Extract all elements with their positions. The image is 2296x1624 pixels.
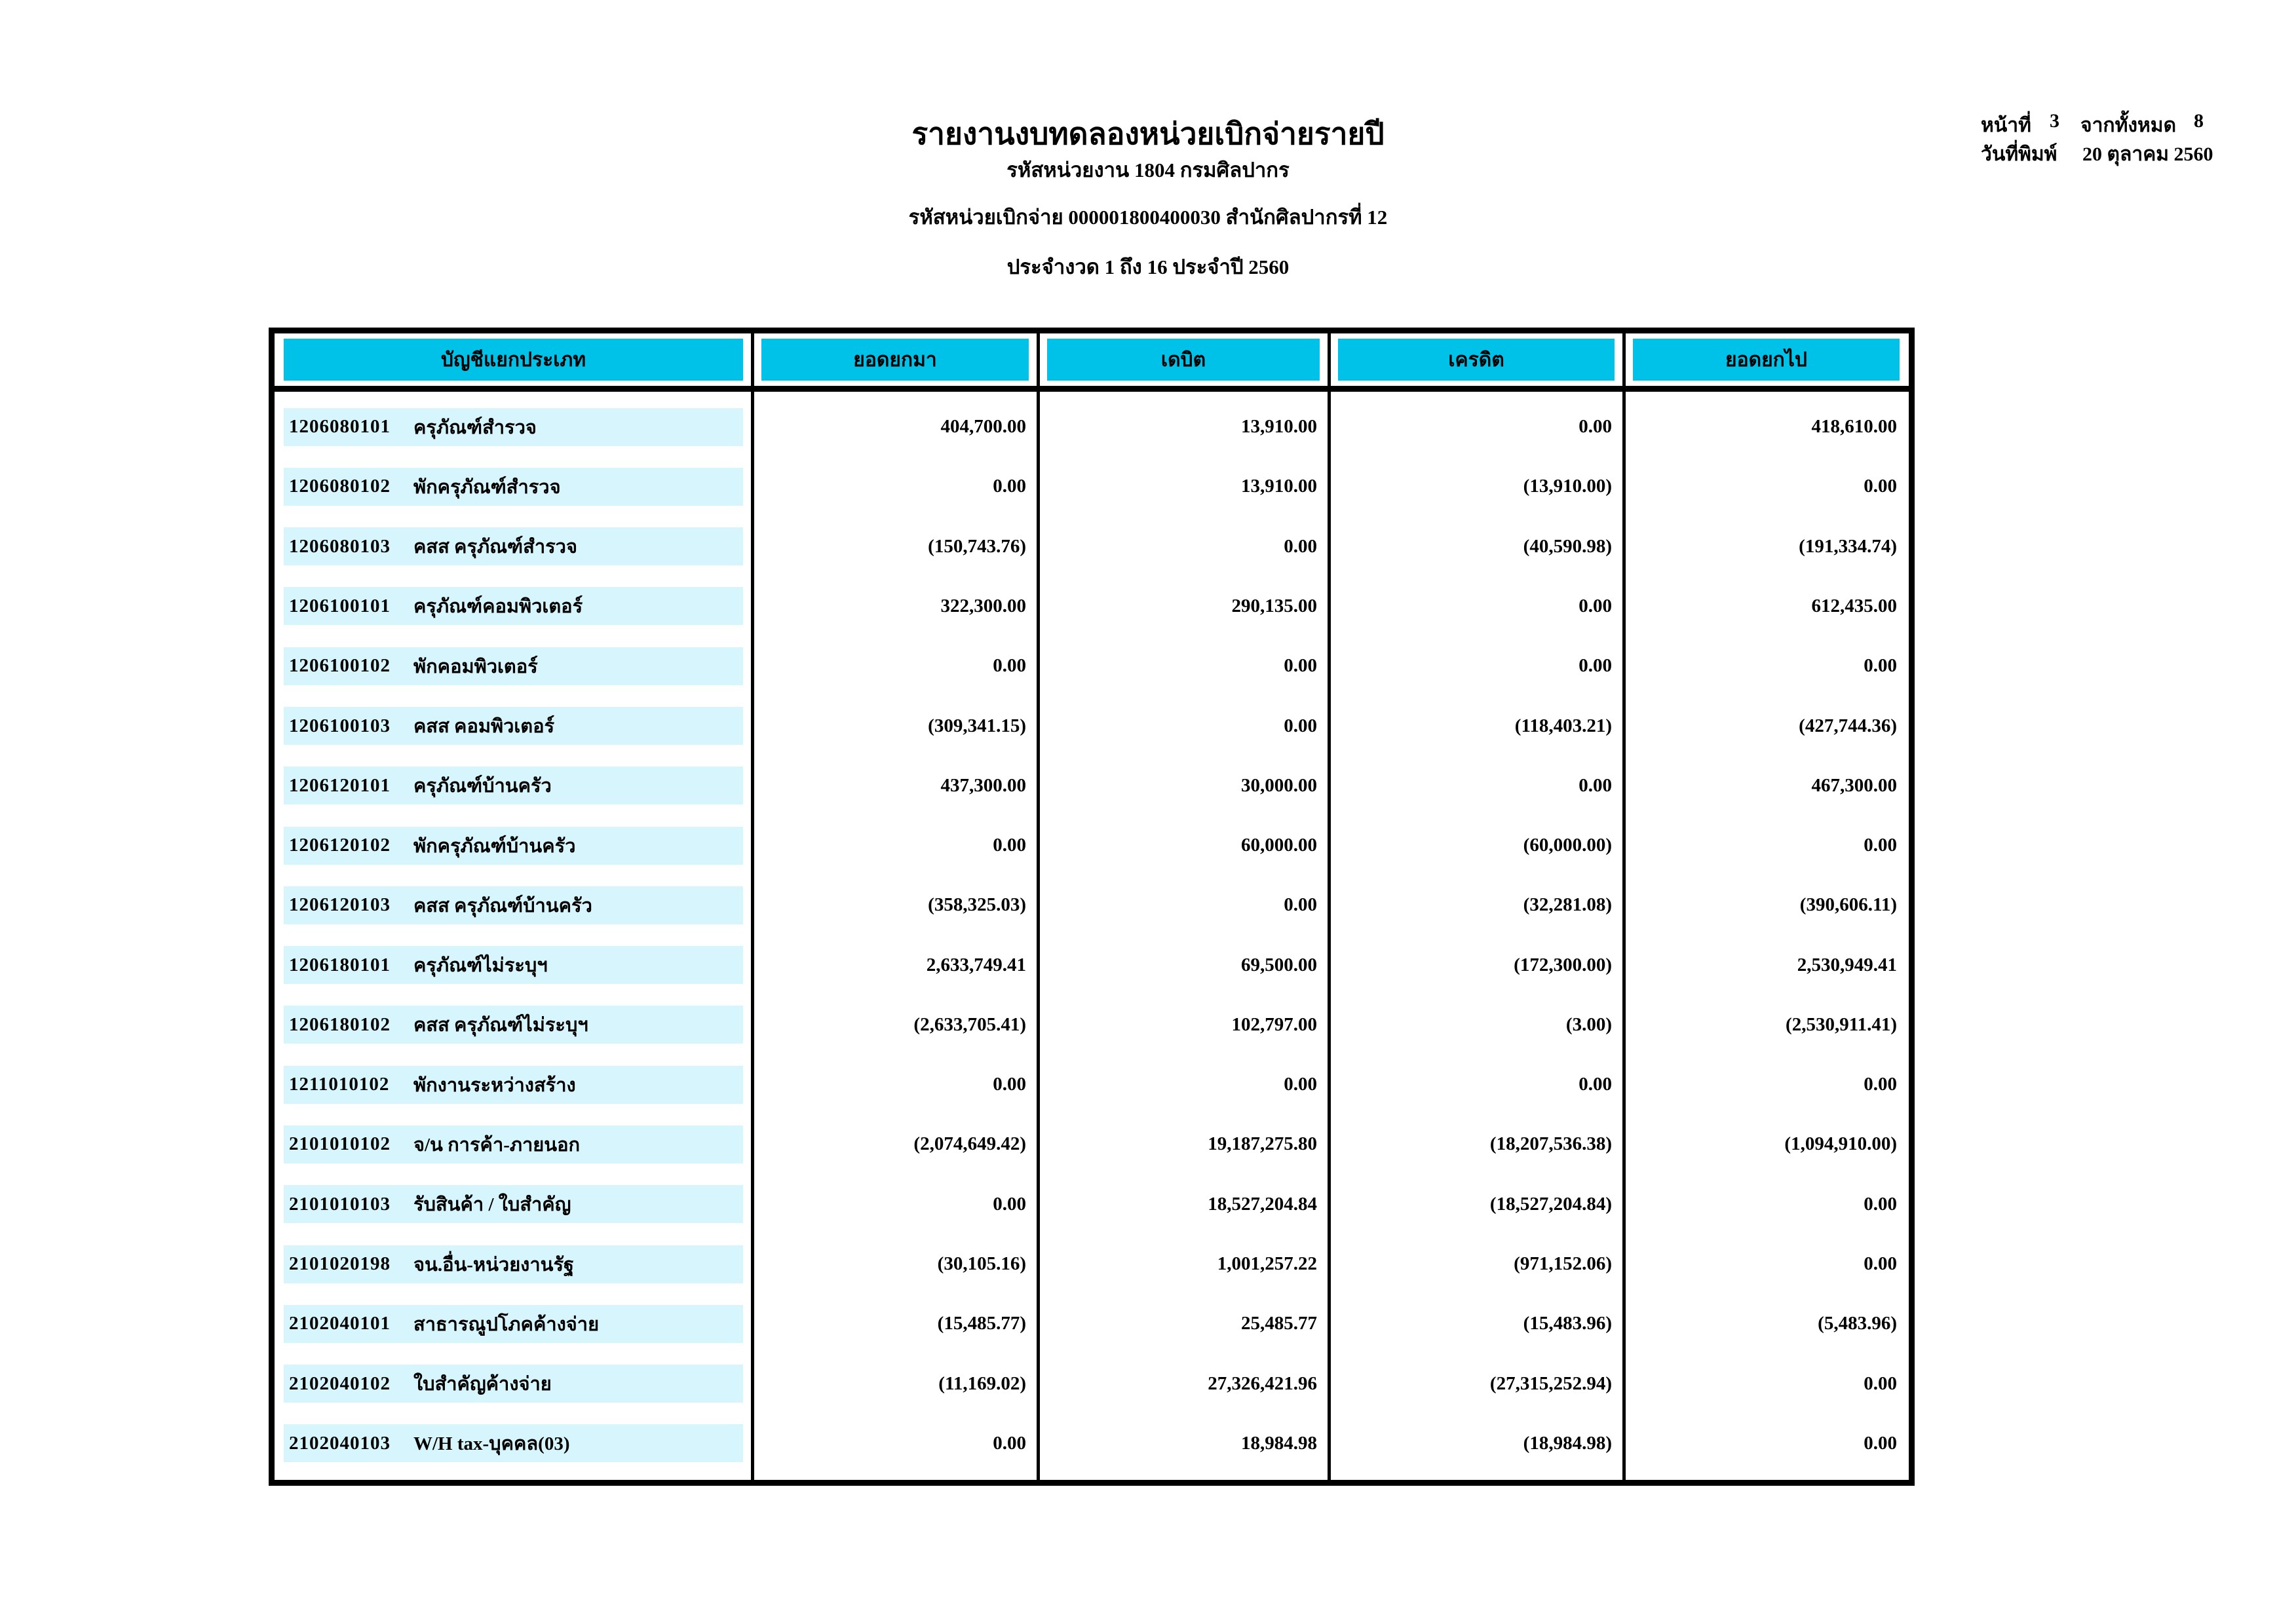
table-row (275, 995, 1909, 1055)
column-header-credit: เครดิต (1338, 339, 1615, 381)
account-name: คสส คอมพิวเตอร์ (413, 716, 555, 738)
table-row (275, 875, 1909, 935)
page-info (0, 0, 2296, 170)
amount-credit: (118,403.21) (1514, 715, 1612, 736)
table-row (275, 1234, 1909, 1294)
amount-carry-over: 612,435.00 (1811, 595, 1897, 616)
table-row (275, 397, 1909, 457)
amount-credit: 0.00 (1578, 595, 1612, 616)
account-cell (275, 696, 752, 755)
subtitle-disbursement-unit: รหัสหน่วยเบิกจ่าย 000001800400030 สำนักศิลปากรที่ 12 (908, 206, 1388, 229)
table-row (275, 816, 1909, 875)
account-cell (275, 576, 752, 636)
page-number-label: หน้าที่ (1981, 115, 2031, 136)
account-name: จ/น การค้า-ภายนอก (413, 1134, 581, 1156)
account-name: พักคอมพิวเตอร์ (413, 656, 538, 677)
table-row (275, 517, 1909, 576)
account-band (284, 587, 743, 625)
amount-carry-over: (427,744.36) (1799, 715, 1897, 736)
account-cell (275, 457, 752, 516)
amount-debit: 13,910.00 (1241, 416, 1317, 438)
account-name: จน.อื่น-หน่วยงานรัฐ (413, 1254, 575, 1275)
table-row (275, 696, 1909, 755)
account-band (284, 408, 743, 446)
account-name: ครุภัณฑ์คอมพิวเตอร์ (413, 596, 583, 618)
amount-credit: (18,527,204.84) (1489, 1193, 1612, 1215)
subtitle-agency: รหัสหน่วยงาน 1804 กรมศิลปากร (1006, 159, 1290, 181)
amount-carry-forward: (2,074,649.42) (913, 1133, 1026, 1155)
account-name: คสส ครุภัณฑ์บ้านครัว (413, 895, 592, 916)
amount-carry-forward: 0.00 (993, 655, 1026, 677)
account-name: W/H tax-บุคคล(03) (413, 1433, 570, 1455)
account-band (284, 1066, 743, 1104)
amount-credit: (3.00) (1565, 1013, 1612, 1035)
amount-debit: 0.00 (1284, 535, 1317, 557)
column-divider (1328, 333, 1331, 386)
amount-credit: (172,300.00) (1514, 954, 1612, 975)
amount-carry-over: 0.00 (1864, 835, 1897, 856)
account-code: 1206120103 (289, 894, 391, 916)
account-name: ครุภัณฑ์สำรวจ (413, 417, 537, 438)
table-row (275, 1114, 1909, 1174)
column-divider (1037, 333, 1040, 386)
amount-debit: 13,910.00 (1241, 476, 1317, 497)
total-pages-value: 8 (2194, 110, 2204, 132)
account-code: 1206120102 (289, 835, 391, 856)
amount-carry-forward: 0.00 (993, 476, 1026, 497)
account-name: พักครุภัณฑ์บ้านครัว (413, 835, 576, 857)
amount-carry-over: (191,334.74) (1799, 535, 1897, 557)
account-cell (275, 1175, 752, 1234)
amount-carry-over: (5,483.96) (1818, 1313, 1897, 1334)
column-divider (751, 392, 754, 1480)
page-number-value: 3 (2050, 110, 2059, 132)
account-band (284, 946, 743, 984)
table-row (275, 457, 1909, 516)
account-code: 2102040101 (289, 1313, 391, 1334)
account-band (284, 1125, 743, 1163)
account-band (284, 707, 743, 745)
amount-debit: 30,000.00 (1241, 774, 1317, 796)
account-cell (275, 1055, 752, 1114)
column-divider (1037, 392, 1040, 1480)
amount-carry-over: 0.00 (1864, 1432, 1897, 1454)
account-band (284, 827, 743, 865)
account-cell (275, 1294, 752, 1353)
amount-debit: 18,984.98 (1241, 1432, 1317, 1454)
amount-debit: 27,326,421.96 (1208, 1372, 1317, 1394)
amount-credit: (18,207,536.38) (1489, 1133, 1612, 1155)
table-row (275, 935, 1909, 995)
account-cell (275, 995, 752, 1055)
amount-debit: 0.00 (1284, 715, 1317, 736)
account-cell (275, 1234, 752, 1294)
account-cell (275, 517, 752, 576)
amount-carry-forward: 0.00 (993, 835, 1026, 856)
amount-carry-over: 2,530,949.41 (1797, 954, 1897, 975)
table-row (275, 1353, 1909, 1413)
amount-carry-forward: (30,105.16) (937, 1253, 1026, 1275)
account-band (284, 1006, 743, 1044)
page-title: รายงานงบทดลองหน่วยเบิกจ่ายรายปี (911, 117, 1385, 151)
table-row (275, 1055, 1909, 1114)
amount-credit: 0.00 (1578, 416, 1612, 438)
amount-debit: 0.00 (1284, 894, 1317, 916)
amount-carry-over: 0.00 (1864, 1193, 1897, 1215)
column-divider (1622, 392, 1626, 1480)
account-code: 1206100102 (289, 655, 391, 677)
amount-debit: 25,485.77 (1241, 1313, 1317, 1334)
table-row (275, 1175, 1909, 1234)
table-row (275, 636, 1909, 696)
account-name: ใบสำคัญค้างจ่าย (413, 1374, 552, 1395)
account-name: ครุภัณฑ์ไม่ระบุฯ (413, 955, 548, 977)
amount-carry-forward: 0.00 (993, 1074, 1026, 1095)
amount-credit: (13,910.00) (1523, 476, 1612, 497)
account-band (284, 1245, 743, 1283)
amount-debit: 0.00 (1284, 655, 1317, 677)
amount-carry-forward: (358,325.03) (928, 894, 1026, 916)
column-header-carry-forward: ยอดยกมา (761, 339, 1029, 381)
account-code: 1206080101 (289, 416, 391, 438)
amount-carry-forward: (309,341.15) (928, 715, 1026, 736)
amount-carry-forward: (150,743.76) (928, 535, 1026, 557)
table-row (275, 1294, 1909, 1353)
amount-carry-over: 418,610.00 (1811, 416, 1897, 438)
account-cell (275, 1414, 752, 1473)
amount-carry-forward: (15,485.77) (937, 1313, 1026, 1334)
amount-credit: (27,315,252.94) (1489, 1372, 1612, 1394)
amount-carry-over: 0.00 (1864, 1074, 1897, 1095)
amount-carry-over: (1,094,910.00) (1784, 1133, 1897, 1155)
table-header (269, 328, 1915, 392)
amount-credit: 0.00 (1578, 655, 1612, 677)
account-code: 1206080102 (289, 476, 391, 497)
amount-debit: 102,797.00 (1231, 1013, 1317, 1035)
table-row (275, 1414, 1909, 1473)
account-cell (275, 875, 752, 935)
amount-debit: 60,000.00 (1241, 835, 1317, 856)
account-name: สาธารณูปโภคค้างจ่าย (413, 1313, 600, 1335)
account-name: พักครุภัณฑ์สำรวจ (413, 476, 561, 498)
account-band (284, 468, 743, 506)
amount-debit: 18,527,204.84 (1208, 1193, 1317, 1215)
amount-carry-over: 0.00 (1864, 655, 1897, 677)
print-date-label: วันที่พิมพ์ (1981, 143, 2057, 165)
amount-credit: (40,590.98) (1523, 535, 1612, 557)
amount-carry-forward: (2,633,705.41) (913, 1013, 1026, 1035)
amount-carry-forward: 322,300.00 (940, 595, 1026, 616)
amount-debit: 69,500.00 (1241, 954, 1317, 975)
account-name: ครุภัณฑ์บ้านครัว (413, 776, 552, 797)
amount-carry-forward: 0.00 (993, 1193, 1026, 1215)
account-code: 2101020198 (289, 1253, 391, 1275)
account-code: 2102040103 (289, 1432, 391, 1454)
amount-credit: (60,000.00) (1523, 835, 1612, 856)
table-row (275, 756, 1909, 816)
amount-carry-forward: 404,700.00 (940, 416, 1026, 438)
account-code: 1206100101 (289, 595, 391, 616)
account-code: 2101010102 (289, 1133, 391, 1155)
account-band (284, 527, 743, 565)
account-code: 1206080103 (289, 535, 391, 557)
amount-credit: (15,483.96) (1523, 1313, 1612, 1334)
amount-carry-over: 0.00 (1864, 1253, 1897, 1275)
account-code: 1206180102 (289, 1013, 391, 1035)
account-name: พักงานระหว่างสร้าง (413, 1074, 576, 1096)
account-cell (275, 1114, 752, 1174)
table-row (275, 576, 1909, 636)
account-band (284, 766, 743, 804)
amount-carry-over: 0.00 (1864, 476, 1897, 497)
column-divider (1328, 392, 1331, 1480)
account-code: 1206120101 (289, 774, 391, 796)
account-band (284, 1305, 743, 1343)
amount-debit: 19,187,275.80 (1208, 1133, 1317, 1155)
subtitle-period: ประจำงวด 1 ถึง 16 ประจำปี 2560 (1006, 255, 1290, 278)
amount-credit: (971,152.06) (1514, 1253, 1612, 1275)
account-cell (275, 816, 752, 875)
total-pages-label: จากทั้งหมด (2080, 115, 2177, 136)
amount-carry-forward: (11,169.02) (938, 1372, 1026, 1394)
column-divider (1622, 333, 1626, 386)
account-cell (275, 1353, 752, 1413)
amount-carry-over: 467,300.00 (1811, 774, 1897, 796)
column-header-carry-over: ยอดยกไป (1633, 339, 1900, 381)
account-name: รับสินค้า / ใบสำคัญ (413, 1194, 571, 1216)
account-band (284, 1424, 743, 1462)
column-divider (751, 333, 754, 386)
amount-carry-forward: 0.00 (993, 1432, 1026, 1454)
account-band (284, 1365, 743, 1403)
print-date-value: 20 ตุลาคม 2560 (2082, 143, 2213, 165)
account-code: 2101010103 (289, 1193, 391, 1215)
amount-carry-over: 0.00 (1864, 1372, 1897, 1394)
amount-carry-forward: 2,633,749.41 (926, 954, 1026, 975)
account-cell (275, 756, 752, 816)
account-band (284, 1185, 743, 1223)
amount-credit: 0.00 (1578, 1074, 1612, 1095)
amount-carry-over: (2,530,911.41) (1786, 1013, 1897, 1035)
amount-carry-over: (390,606.11) (1799, 894, 1897, 916)
amount-credit: (32,281.08) (1523, 894, 1612, 916)
column-header-debit: เดบิต (1047, 339, 1320, 381)
account-band (284, 647, 743, 685)
account-band (284, 886, 743, 924)
account-cell (275, 636, 752, 696)
amount-debit: 290,135.00 (1231, 595, 1317, 616)
amount-carry-forward: 437,300.00 (940, 774, 1026, 796)
account-name: คสส ครุภัณฑ์ไม่ระบุฯ (413, 1015, 588, 1036)
amount-credit: (18,984.98) (1523, 1432, 1612, 1454)
account-code: 1206100103 (289, 715, 391, 736)
account-code: 2102040102 (289, 1372, 391, 1394)
table-body (269, 392, 1915, 1486)
amount-debit: 0.00 (1284, 1074, 1317, 1095)
account-cell (275, 397, 752, 457)
account-code: 1206180101 (289, 954, 391, 975)
account-code: 1211010102 (289, 1074, 390, 1095)
amount-debit: 1,001,257.22 (1217, 1253, 1317, 1275)
account-cell (275, 935, 752, 995)
amount-credit: 0.00 (1578, 774, 1612, 796)
column-header-account: บัญชีแยกประเภท (284, 339, 743, 381)
account-name: คสส ครุภัณฑ์สำรวจ (413, 537, 577, 558)
